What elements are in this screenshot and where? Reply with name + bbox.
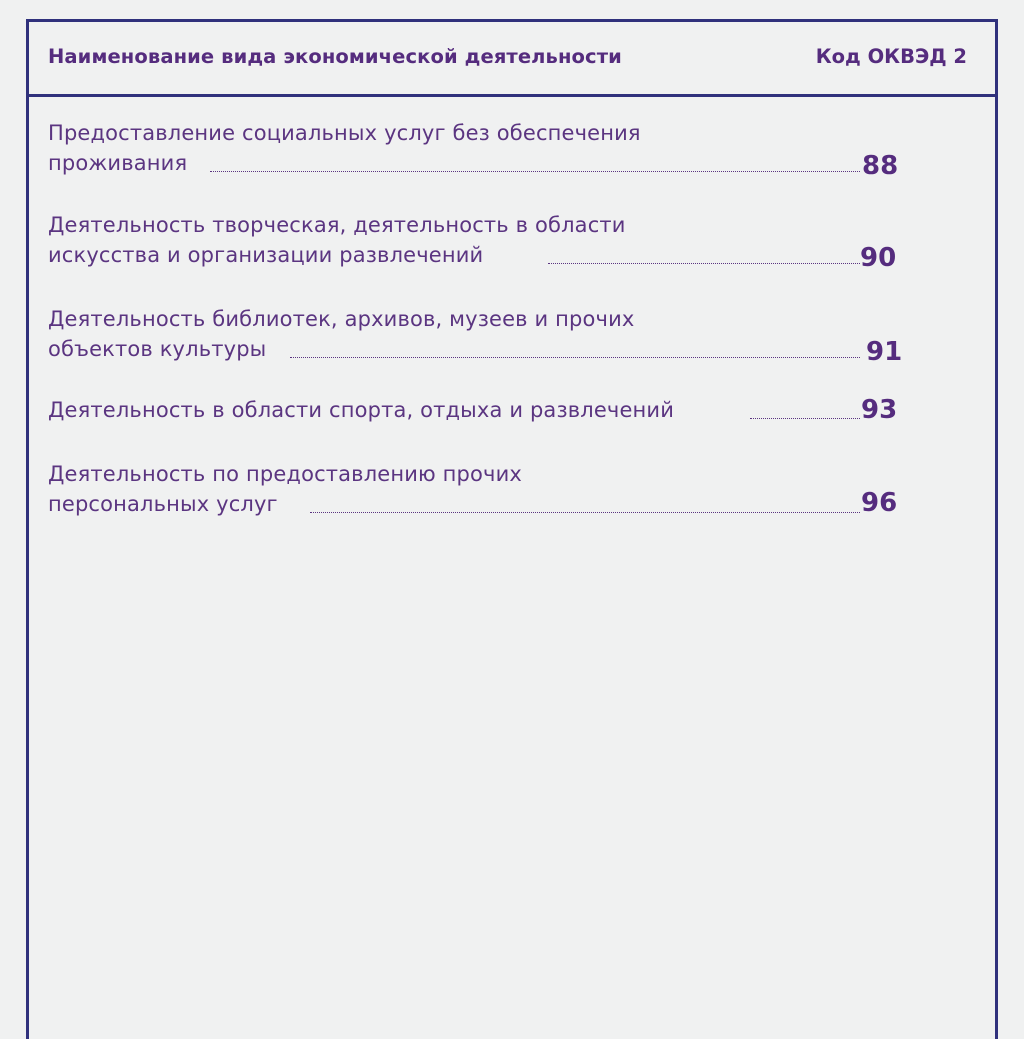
dot-leader — [310, 512, 860, 513]
entry-title-line: проживания — [48, 151, 188, 175]
dot-leader — [210, 171, 860, 172]
list-item — [48, 118, 908, 181]
column-header-code: Код ОКВЭД 2 — [815, 45, 967, 68]
list-item — [48, 459, 908, 519]
dot-leader — [750, 418, 860, 419]
entry-title-line: Деятельность творческая, деятельность в области — [48, 213, 626, 237]
okved-code: 88 — [862, 151, 899, 181]
entry-title-line: Деятельность в области спорта, отдыха и развлечений — [48, 398, 675, 422]
okved-code: 91 — [866, 337, 903, 367]
entry-title-line: Предоставление социальных услуг без обеспечения — [48, 121, 641, 145]
list-item — [48, 304, 908, 367]
entry-title-line: Деятельность библиотек, архивов, музеев и прочих — [48, 307, 635, 331]
okved-code: 96 — [861, 488, 898, 518]
dot-leader — [548, 263, 860, 264]
column-header-name: Наименование вида экономической деятельности — [48, 45, 622, 68]
entry-title-line: Деятельность по предоставлению прочих — [48, 462, 522, 486]
list-item — [48, 395, 908, 425]
okved-code: 90 — [860, 243, 897, 273]
entry-title-line: искусства и организации развлечений — [48, 243, 484, 267]
okved-code: 93 — [861, 395, 898, 425]
dot-leader — [290, 357, 860, 358]
table-header — [29, 22, 995, 97]
list-item — [48, 210, 908, 273]
entry-title-line: объектов культуры — [48, 337, 267, 361]
table-frame — [26, 19, 998, 1039]
entry-title-line: персональных услуг — [48, 492, 278, 516]
